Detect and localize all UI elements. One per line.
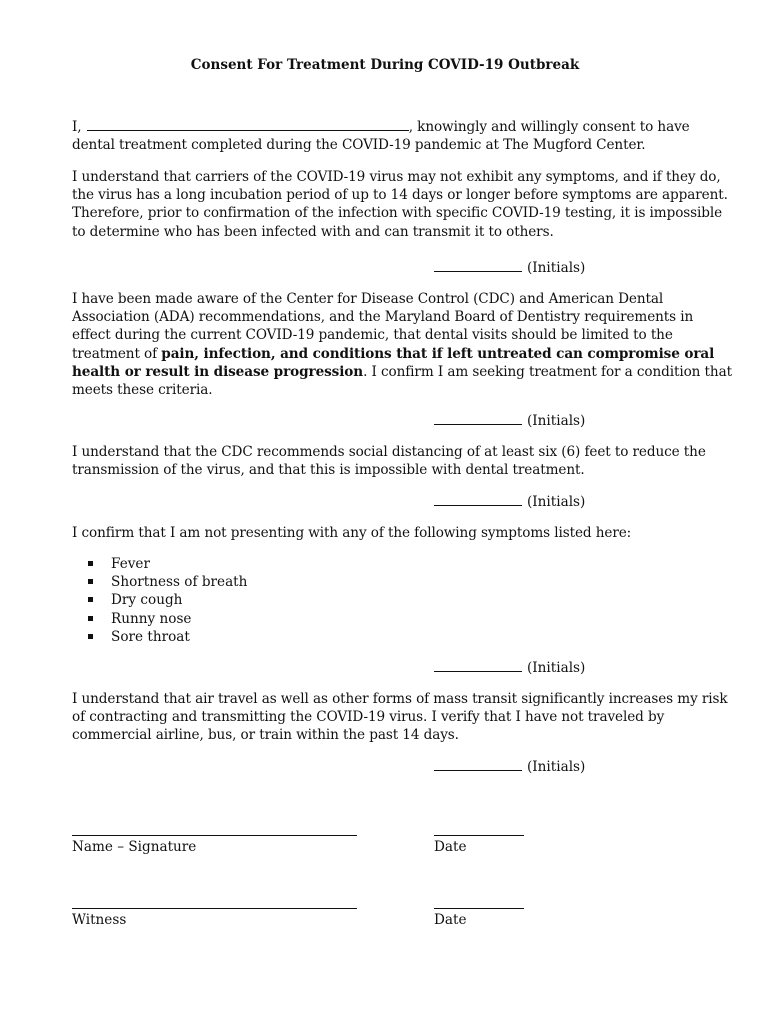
symptom-label: Sore throat: [111, 628, 190, 645]
witness-date-line[interactable]: [434, 908, 524, 909]
symptoms-list: [88, 555, 247, 646]
carriers-line: to determine who has been infected with and can transmit it to others.: [72, 223, 554, 240]
cdc-line5-bold: health or result in disease progression: [72, 363, 364, 380]
carriers-line: I understand that carriers of the COVID-19 virus may not exhibit any symptoms, and if they do,: [72, 169, 721, 185]
initials-label: (Initials): [527, 759, 586, 775]
symptoms-intro: [72, 524, 697, 542]
carriers-line: Therefore, prior to confirmation of the infection with specific COVID-19 testing, it is impossible: [72, 205, 723, 222]
travel-line: of contracting and transmitting the COVID-19 virus. I verify that I have not traveled by: [72, 709, 665, 726]
cdc-paragraph: [72, 290, 732, 399]
list-item: [88, 591, 247, 609]
cdc-line: I have been made aware of the Center for Disease Control (CDC) and American Dental: [72, 291, 664, 307]
consent-line-2: dental treatment completed during the COVID-19 pandemic at The Mugford Center.: [72, 137, 646, 154]
distancing-line: I understand that the CDC recommends social distancing of at least six (6) feet to reduce the: [72, 444, 706, 460]
initials-label: (Initials): [527, 494, 586, 510]
initials-field-4[interactable]: [434, 659, 522, 672]
cdc-line: meets these criteria.: [72, 382, 213, 399]
symptom-label: Runny nose: [111, 610, 192, 627]
consent-prefix: I,: [72, 119, 82, 135]
witness-line[interactable]: [72, 908, 357, 909]
distancing-paragraph: [72, 443, 706, 479]
initials-field-1[interactable]: [434, 259, 522, 272]
travel-paragraph: [72, 690, 728, 745]
bullet-icon: [88, 634, 93, 639]
initials-row-4: [434, 659, 585, 677]
initials-row-2: [434, 412, 585, 430]
bullet-icon: [88, 597, 93, 602]
bullet-icon: [88, 561, 93, 566]
initials-field-3[interactable]: [434, 493, 522, 506]
witness-date-label: Date: [434, 912, 467, 928]
symptom-label: Dry cough: [111, 592, 183, 609]
date-label: Date: [434, 839, 467, 855]
consent-suffix: , knowingly and willingly consent to have: [408, 119, 690, 135]
initials-row-3: [434, 493, 585, 511]
date-line[interactable]: [434, 835, 524, 836]
symptom-label: Shortness of breath: [111, 574, 248, 591]
initials-field-5[interactable]: [434, 758, 522, 771]
distancing-line: transmission of the virus, and that this is impossible with dental treatment.: [72, 462, 585, 479]
cdc-line: Association (ADA) recommendations, and the Maryland Board of Dentistry requirements in: [72, 309, 694, 326]
list-item: [88, 628, 247, 646]
cdc-line5-plain: . I confirm I am seeking treatment for a condition that: [363, 363, 732, 380]
cdc-line: effect during the current COVID-19 pandemic, that dental visits should be limited to the: [72, 327, 673, 344]
list-item: [88, 610, 247, 628]
list-item: [88, 573, 247, 591]
bullet-icon: [88, 579, 93, 584]
initials-row-1: [434, 259, 585, 277]
initials-row-5: [434, 758, 585, 776]
cdc-line4-bold: pain, infection, and conditions that if left untreated can compromise oral: [161, 345, 715, 362]
list-item: [88, 555, 247, 573]
name-signature-label: Name – Signature: [72, 839, 197, 855]
carriers-line: the virus has a long incubation period of up to 14 days or longer before symptoms are apparent.: [72, 187, 728, 204]
patient-name-field[interactable]: [87, 118, 409, 131]
symptoms-intro-text: I confirm that I am not presenting with any of the following symptoms listed here:: [72, 525, 632, 541]
carriers-paragraph: [72, 168, 728, 241]
initials-label: (Initials): [527, 660, 586, 676]
consent-paragraph: [72, 118, 697, 154]
initials-label: (Initials): [527, 260, 586, 276]
travel-line: I understand that air travel as well as other forms of mass transit significantly increases my risk: [72, 691, 728, 707]
page-title: Consent For Treatment During COVID-19 Outbreak: [190, 57, 580, 73]
bullet-icon: [88, 616, 93, 621]
symptom-label: Fever: [111, 556, 150, 572]
cdc-line4-plain: treatment of: [72, 345, 158, 362]
witness-label: Witness: [72, 912, 127, 928]
travel-line: commercial airline, bus, or train within the past 14 days.: [72, 727, 459, 744]
initials-field-2[interactable]: [434, 412, 522, 425]
signature-line[interactable]: [72, 835, 357, 836]
initials-label: (Initials): [527, 413, 586, 429]
